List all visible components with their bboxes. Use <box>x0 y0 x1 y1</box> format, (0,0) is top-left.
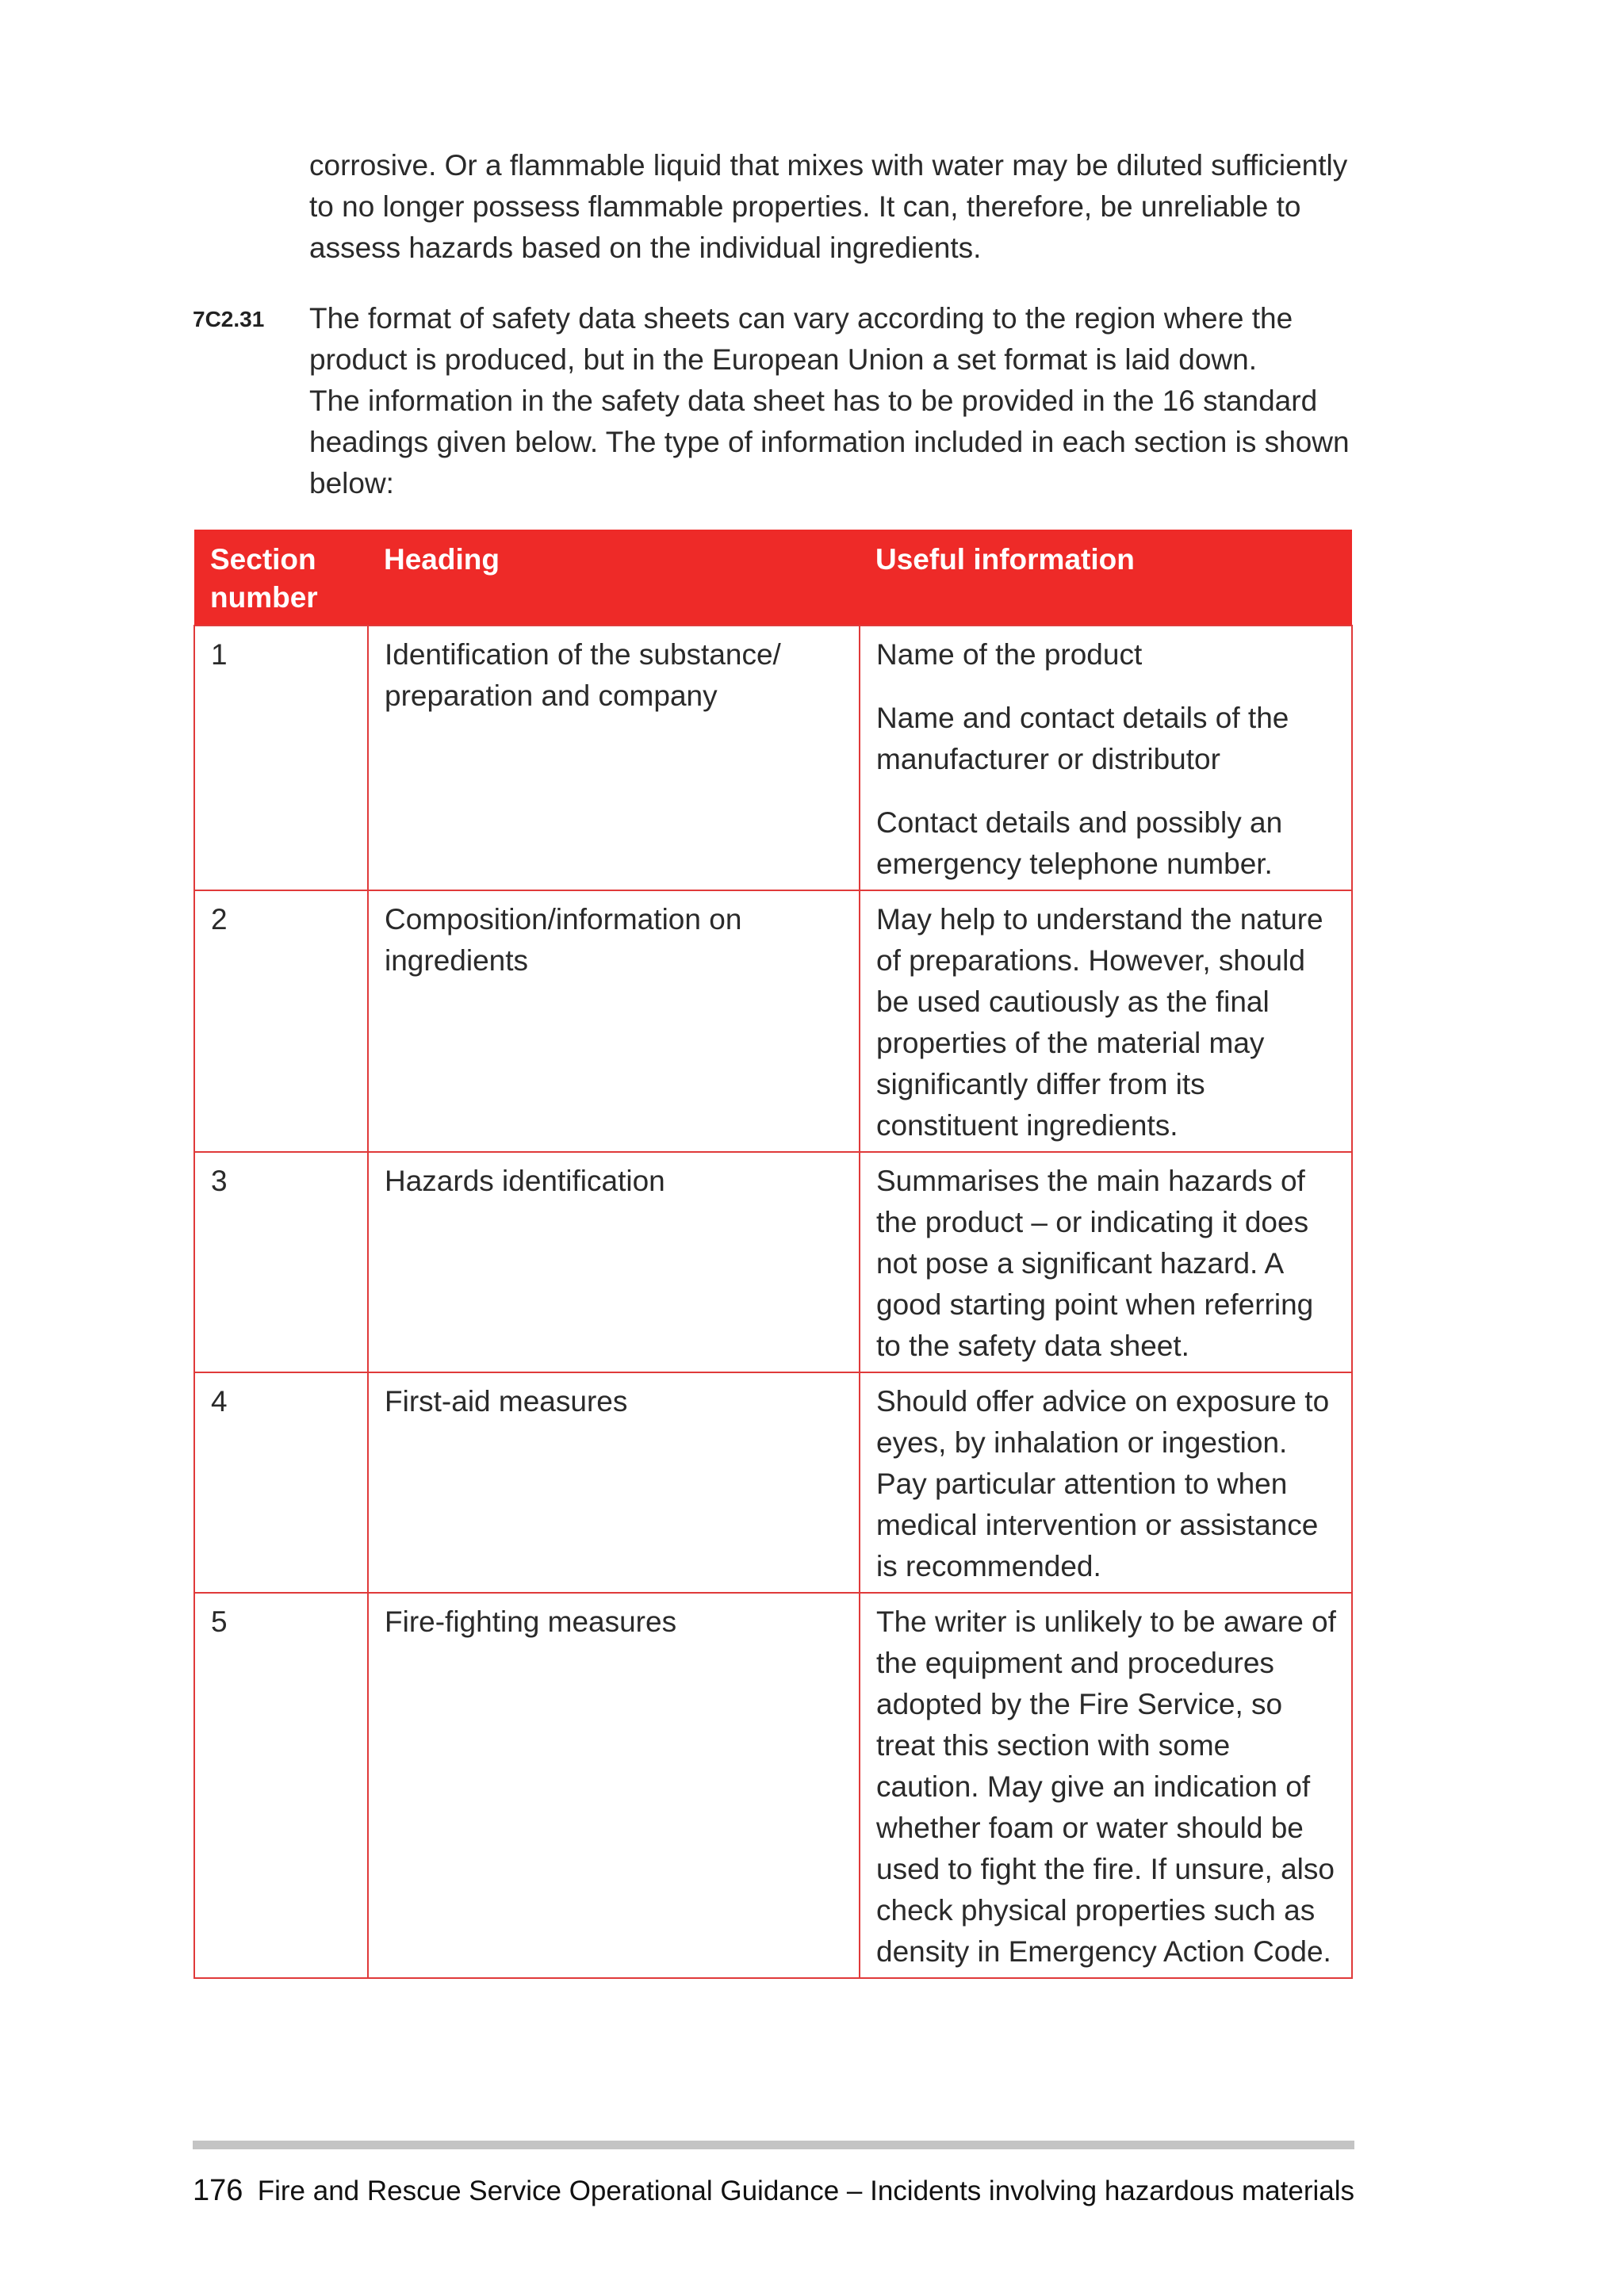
paragraph-7c231-line2: The information in the safety data sheet has to be provided in the 16 standard headings given below. The type of information included in each section is shown below: <box>309 385 1350 499</box>
heading-cell: Identification of the substance/ preparation and company <box>368 626 860 890</box>
intro-paragraph: corrosive. Or a flammable liquid that mixes with water may be diluted sufficiently to no longer possess flammable properties. It can, therefore, be unreliable to assess hazards based on the individual ingredients. <box>309 149 1348 264</box>
section-number-cell: 2 <box>194 890 368 1152</box>
section-number-cell: 5 <box>194 1593 368 1978</box>
useful-info-cell <box>860 1593 1352 1978</box>
paragraph-7c231 <box>309 298 1356 504</box>
paragraph-7c231-line1: The format of safety data sheets can vary according to the region where the product is produced, but in the European Union a set format is laid down. <box>309 302 1293 376</box>
useful-info-cell <box>860 626 1352 890</box>
useful-info-cell <box>860 1152 1352 1372</box>
section-number-cell: 4 <box>194 1372 368 1593</box>
page-number: 176 <box>193 2174 243 2207</box>
header-useful-information: Useful information <box>860 530 1352 626</box>
table-header-row <box>194 530 1352 626</box>
info-line: Name and contact details of the manufacturer or distributor <box>876 702 1289 775</box>
info-line: Contact details and possibly an emergency telephone number. <box>876 806 1283 880</box>
info-line: Name of the product <box>876 638 1143 671</box>
paragraph-number: 7C2.31 <box>193 307 265 331</box>
info-line: May help to understand the nature of preparations. However, should be used cautiously as the final properties of the material may significantly differ from its constituent ingredients. <box>876 903 1323 1142</box>
heading-cell: Hazards identification <box>368 1152 860 1372</box>
table-row <box>194 1372 1352 1593</box>
heading-cell: Composition/information on ingredients <box>368 890 860 1152</box>
table-row <box>194 626 1352 890</box>
heading-cell: Fire-fighting measures <box>368 1593 860 1978</box>
info-line: Should offer advice on exposure to eyes, by inhalation or ingestion. Pay particular attention to when medical intervention or assistance is recommended. <box>876 1385 1330 1582</box>
section-number-cell: 1 <box>194 626 368 890</box>
useful-info-cell <box>860 890 1352 1152</box>
info-line: The writer is unlikely to be aware of the equipment and procedures adopted by the Fire Service, so treat this section with some caution. May give an indication of whether foam or water should be used to fight the fire. If unsure, also check physical properties such as density in Emergency Action Code. <box>876 1605 1336 1968</box>
info-line: Summarises the main hazards of the product – or indicating it does not pose a significant hazard. A good starting point when referring to the safety data sheet. <box>876 1165 1314 1362</box>
heading-cell: First-aid measures <box>368 1372 860 1593</box>
table-row <box>194 1152 1352 1372</box>
footer-rule <box>193 2141 1354 2149</box>
header-heading: Heading <box>368 530 860 626</box>
safety-data-sheet-table <box>193 530 1353 1979</box>
section-number-cell: 3 <box>194 1152 368 1372</box>
footer-title: Fire and Rescue Service Operational Guidance – Incidents involving hazardous materials <box>257 2175 1354 2206</box>
useful-info-cell <box>860 1372 1352 1593</box>
table-row <box>194 890 1352 1152</box>
header-section-number: Section number <box>194 530 368 626</box>
table-row <box>194 1593 1352 1978</box>
